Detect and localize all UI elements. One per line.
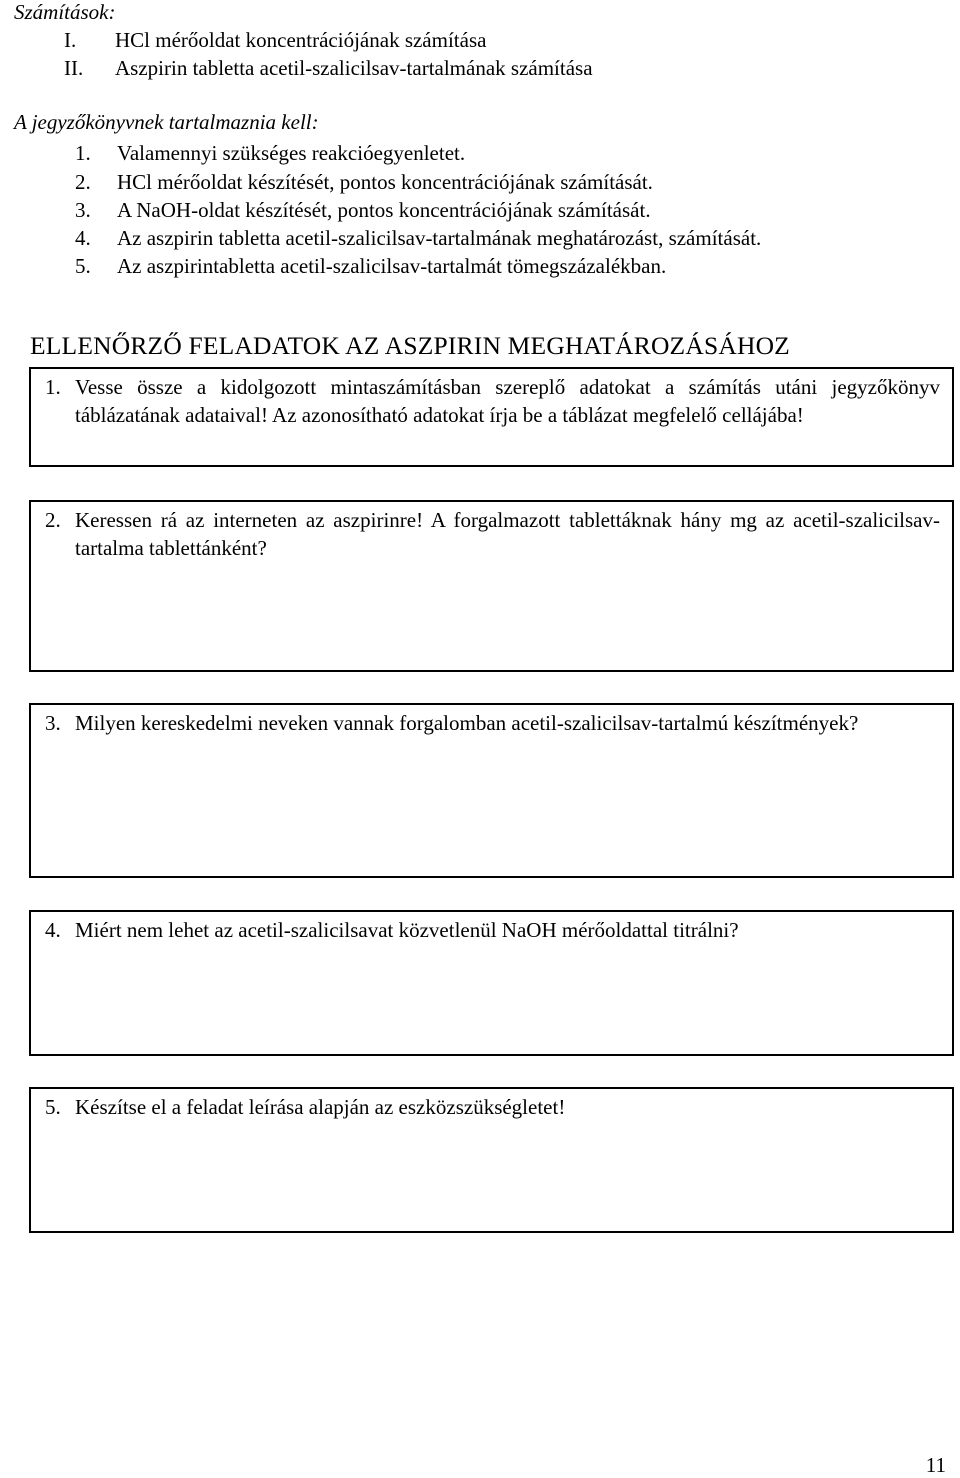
item-text: Aszpirin tabletta acetil-szalicilsav-tartalmának számítása — [115, 56, 593, 80]
question — [45, 373, 940, 429]
question-number: 5. — [45, 1095, 61, 1119]
question-box-2 — [29, 500, 954, 672]
question-number: 3. — [45, 711, 61, 735]
item-text: A NaOH-oldat készítését, pontos koncentrációjának számítását. — [117, 198, 651, 222]
question-number: 4. — [45, 918, 61, 942]
question-number: 2. — [45, 508, 61, 532]
question-text: Keressen rá az interneten az aszpirinre! A forgalmazott tablettáknak hány mg az acetil-szalicilsav-tartalma tablettánként? — [75, 508, 940, 560]
question-box-1 — [29, 367, 954, 467]
calculations-title: Számítások: — [14, 0, 116, 24]
question — [45, 709, 940, 737]
item-number: II. — [64, 56, 84, 80]
item-number: 1. — [75, 141, 91, 165]
question-box-3 — [29, 703, 954, 878]
question — [45, 916, 940, 944]
question — [45, 506, 940, 562]
exercises-heading: ELLENŐRZŐ FELADATOK AZ ASZPIRIN MEGHATÁROZÁSÁHOZ — [30, 331, 790, 360]
item-text: HCl mérőoldat koncentrációjának számítása — [115, 28, 487, 52]
question-text: Miért nem lehet az acetil-szalicilsavat közvetlenül NaOH mérőoldattal titrálni? — [75, 918, 739, 942]
question-number: 1. — [45, 375, 61, 399]
item-number: 5. — [75, 254, 91, 278]
item-text: Az aszpirintabletta acetil-szalicilsav-tartalmát tömegszázalékban. — [117, 254, 667, 278]
item-text: Valamennyi szükséges reakcióegyenletet. — [117, 141, 466, 165]
question — [45, 1093, 940, 1121]
question-box-4 — [29, 910, 954, 1056]
item-number: 4. — [75, 226, 91, 250]
item-text: Az aszpirin tabletta acetil-szalicilsav-tartalmának meghatározást, számítását. — [117, 226, 762, 250]
page-number: 11 — [925, 1453, 946, 1477]
item-number: 2. — [75, 170, 91, 194]
item-number: I. — [64, 28, 77, 52]
question-box-5 — [29, 1087, 954, 1233]
question-text: Milyen kereskedelmi neveken vannak forgalomban acetil-szalicilsav-tartalmú készítmények? — [75, 711, 859, 735]
item-text: HCl mérőoldat készítését, pontos koncentrációjának számítását. — [117, 170, 653, 194]
item-number: 3. — [75, 198, 91, 222]
question-text: Készítse el a feladat leírása alapján az eszközszükségletet! — [75, 1095, 566, 1119]
question-text: Vesse össze a kidolgozott mintaszámításban szereplő adatokat a számítás utáni jegyzőkönyv táblázatának adataival! Az azonosítható adatokat írja be a táblázat megfelelő cellájába! — [75, 375, 940, 427]
report-title: A jegyzőkönyvnek tartalmaznia kell: — [14, 110, 319, 134]
